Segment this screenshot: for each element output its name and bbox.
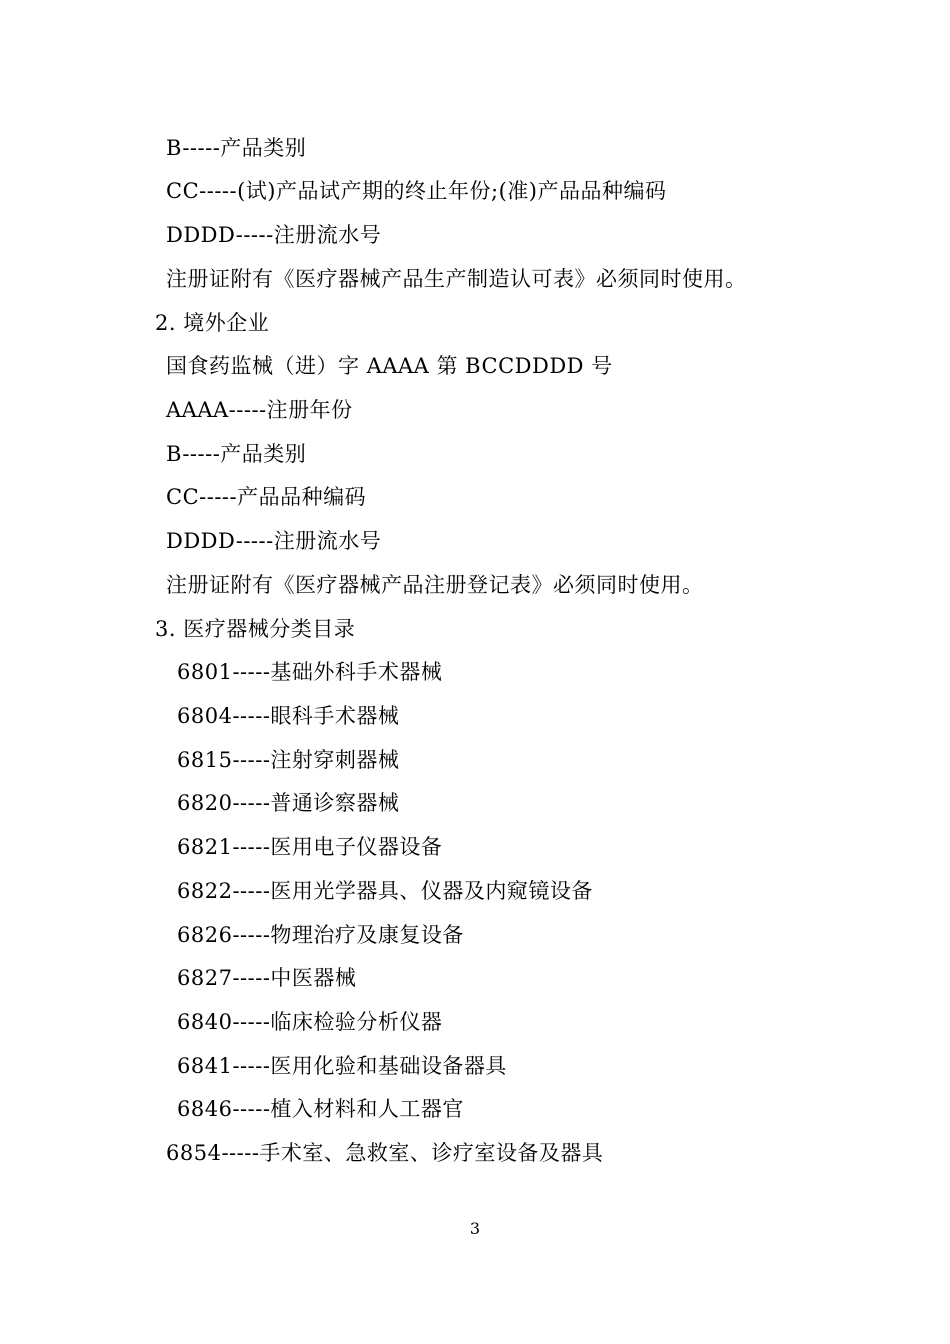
catalog-item: 6820-----普通诊察器械: [177, 791, 400, 815]
catalog-item: 6840-----临床检验分析仪器: [177, 1010, 443, 1034]
text-line-certificate-note-2: 注册证附有《医疗器械产品注册登记表》必须同时使用。: [166, 573, 704, 597]
text-line-trial-year-code: CC-----(试)产品试产期的终止年份;(准)产品品种编码: [166, 179, 667, 203]
catalog-item: 6821-----医用电子仪器设备: [177, 835, 443, 859]
text-line-serial-number-2: DDDD-----注册流水号: [166, 529, 382, 553]
text-line-product-category: B-----产品类别: [166, 136, 307, 160]
text-line-product-category-2: B-----产品类别: [166, 442, 307, 466]
catalog-item: 6854-----手术室、急救室、诊疗室设备及器具: [166, 1141, 604, 1165]
catalog-item: 6801-----基础外科手术器械: [177, 660, 443, 684]
catalog-item: 6841-----医用化验和基础设备器具: [177, 1054, 507, 1078]
catalog-item: 6815-----注射穿刺器械: [177, 748, 400, 772]
catalog-item: 6827-----中医器械: [177, 966, 357, 990]
text-line-variety-code: CC-----产品品种编码: [166, 485, 367, 509]
catalog-item: 6822-----医用光学器具、仪器及内窥镜设备: [177, 879, 593, 903]
page-number: 3: [469, 1219, 481, 1238]
text-line-certificate-note: 注册证附有《医疗器械产品生产制造认可表》必须同时使用。: [166, 267, 747, 291]
text-line-serial-number: DDDD-----注册流水号: [166, 223, 382, 247]
section-heading-overseas: 2. 境外企业: [155, 311, 270, 335]
catalog-item: 6826-----物理治疗及康复设备: [177, 923, 464, 947]
text-line-import-format: 国食药监械（进）字 AAAA 第 BCCDDDD 号: [166, 354, 613, 378]
catalog-item: 6846-----植入材料和人工器官: [177, 1097, 464, 1121]
section-heading-catalog: 3. 医疗器械分类目录: [155, 617, 356, 641]
text-line-registration-year: AAAA-----注册年份: [166, 398, 353, 422]
catalog-item: 6804-----眼科手术器械: [177, 704, 400, 728]
